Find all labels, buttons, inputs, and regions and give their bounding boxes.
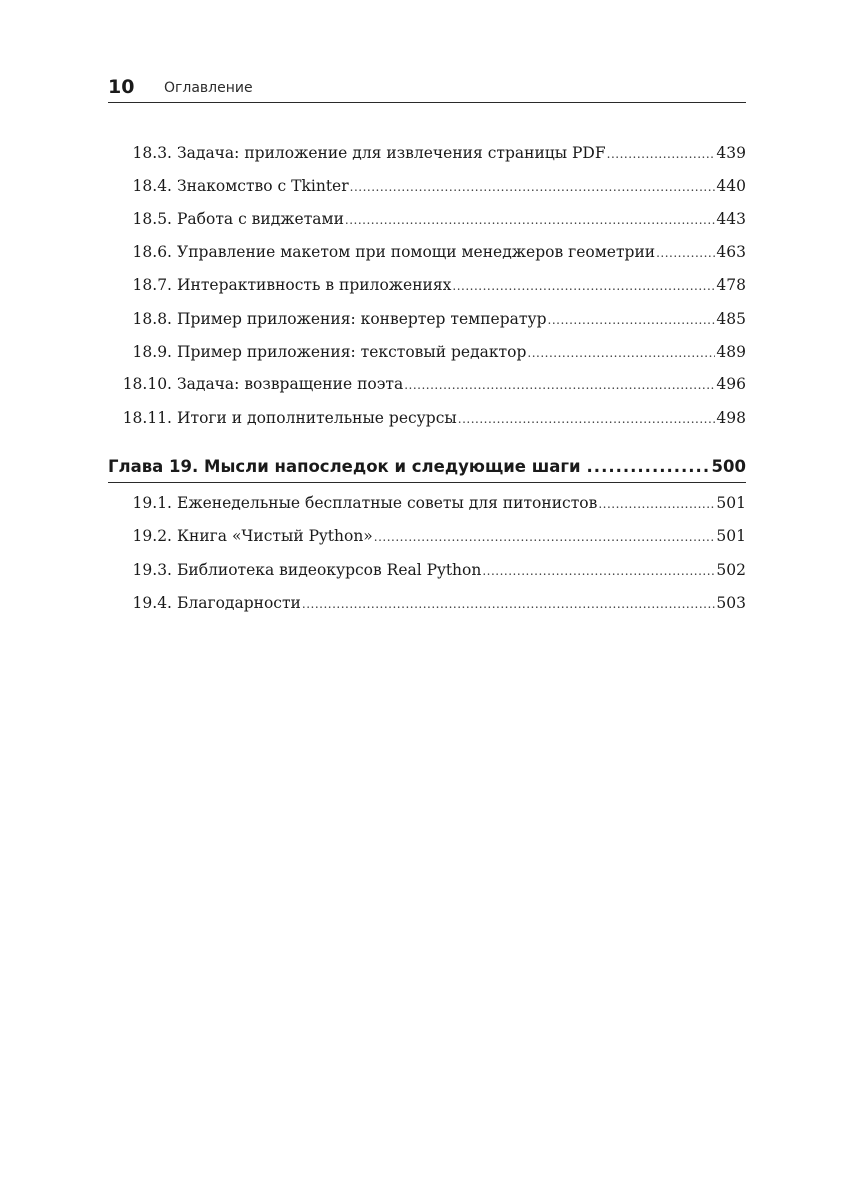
section-page: 439 (716, 144, 746, 162)
section-number: 18.10. (122, 375, 172, 393)
section-title: Еженедельные бесплатные советы для питонистов (177, 494, 598, 512)
section-page: 440 (716, 177, 746, 195)
section-title: Итоги и дополнительные ресурсы (177, 409, 457, 427)
section-number: 19.2. (132, 527, 172, 545)
section-number: 18.4. (132, 177, 172, 195)
page-number: 10 (108, 76, 135, 98)
toc-entry-18-7[interactable] (108, 272, 746, 298)
dot-leader (302, 591, 716, 617)
section-page: 501 (716, 494, 746, 512)
dot-leader (404, 372, 715, 398)
section-page: 503 (716, 594, 746, 612)
toc-chapter-19[interactable] (108, 452, 746, 483)
toc-entry-18-6[interactable] (108, 239, 746, 265)
dot-leader (482, 558, 715, 584)
section-title: Знакомство с Tkinter (177, 177, 349, 195)
dot-leader (452, 273, 715, 299)
toc-entry-18-5[interactable] (108, 206, 746, 232)
section-title: Управление макетом при помощи менеджеров геометрии (177, 243, 656, 261)
dot-leader (345, 207, 715, 233)
section-number: 19.4. (132, 594, 172, 612)
page-header (108, 74, 746, 103)
chapter-title: Глава 19. Мысли напоследок и следующие шаги (108, 457, 581, 476)
dot-leader (527, 340, 715, 366)
dot-leader (598, 491, 715, 517)
toc-entry-18-4[interactable] (108, 173, 746, 199)
toc-entry-19-1[interactable] (108, 490, 746, 516)
toc-entry-18-8[interactable] (108, 306, 746, 332)
dot-leader (374, 524, 716, 550)
dot-leader (458, 406, 716, 432)
section-number: 18.7. (132, 276, 172, 294)
toc-entry-18-9[interactable] (108, 339, 746, 365)
running-title: Оглавление (164, 80, 253, 96)
dot-leader (587, 452, 708, 482)
section-title: Книга «Чистый Python» (177, 527, 373, 545)
section-number: 18.5. (132, 210, 172, 228)
dot-leader (656, 240, 715, 266)
section-page: 463 (716, 243, 746, 261)
section-page: 502 (716, 561, 746, 579)
toc-entry-18-11[interactable] (108, 405, 746, 431)
chapter-page: 500 (711, 457, 746, 476)
section-page: 489 (716, 343, 746, 361)
toc-entry-18-3[interactable] (108, 140, 746, 166)
section-number: 18.8. (132, 310, 172, 328)
section-number: 18.9. (132, 343, 172, 361)
section-title: Пример приложения: текстовый редактор (177, 343, 527, 361)
section-title: Задача: возвращение поэта (177, 375, 404, 393)
section-title: Задача: приложение для извлечения страницы PDF (177, 144, 606, 162)
section-number: 18.3. (132, 144, 172, 162)
section-title: Интерактивность в приложениях (177, 276, 452, 294)
toc-entry-18-10[interactable] (108, 371, 746, 397)
section-title: Работа с виджетами (177, 210, 344, 228)
section-title: Библиотека видеокурсов Real Python (177, 561, 482, 579)
toc-entry-19-2[interactable] (108, 523, 746, 549)
section-page: 501 (716, 527, 746, 545)
section-page: 443 (716, 210, 746, 228)
section-title: Пример приложения: конвертер температур (177, 310, 547, 328)
section-number: 19.1. (132, 494, 172, 512)
toc-entry-19-3[interactable] (108, 557, 746, 583)
section-number: 18.6. (132, 243, 172, 261)
section-page: 485 (716, 310, 746, 328)
section-page: 496 (716, 375, 746, 393)
section-page: 498 (716, 409, 746, 427)
section-number: 19.3. (132, 561, 172, 579)
section-title: Благодарности (177, 594, 301, 612)
dot-leader (548, 307, 716, 333)
toc-entry-19-4[interactable] (108, 590, 746, 616)
section-number: 18.11. (122, 409, 172, 427)
section-page: 478 (716, 276, 746, 294)
dot-leader (350, 174, 716, 200)
dot-leader (607, 141, 716, 167)
